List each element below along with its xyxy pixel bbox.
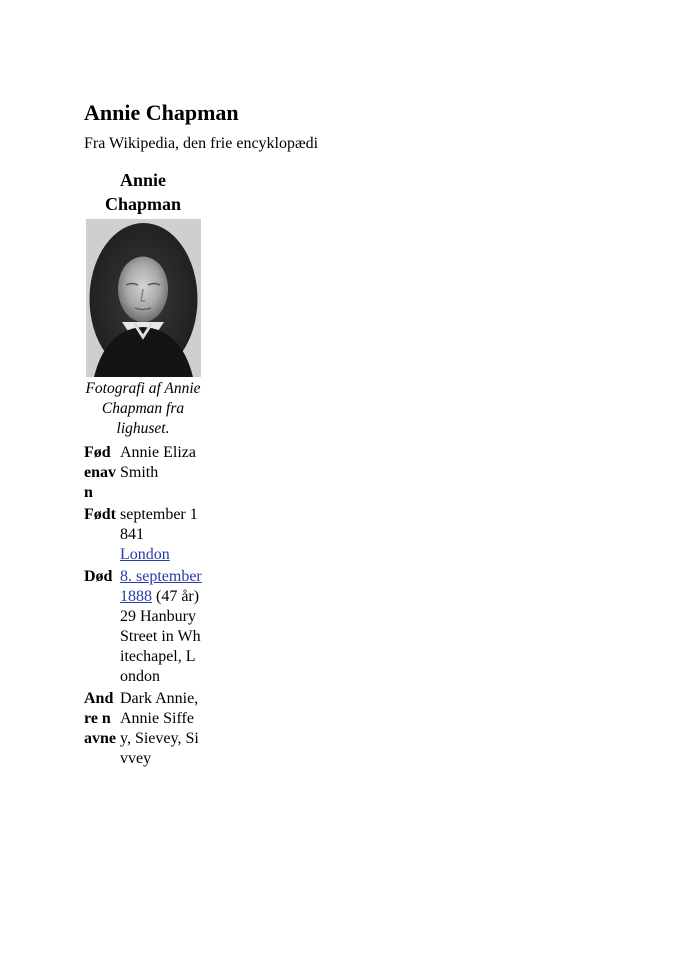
row-died [84, 565, 202, 687]
born-date: september 1841 [120, 506, 198, 543]
died-label: Død [84, 568, 113, 585]
died-place: 29 Hanbury Street in Whitechapel, London [120, 608, 201, 685]
born-name-label: Fødenavn [84, 444, 116, 501]
page-tagline: Fra Wikipedia, den frie encyklopædi [84, 135, 319, 152]
page-title: Annie Chapman [84, 100, 239, 125]
portrait-photo[interactable] [86, 219, 201, 377]
born-value [120, 503, 202, 565]
died-year-link[interactable]: 1888 [120, 588, 152, 605]
photo-caption: Fotografi af Annie Chapman fra lighuset. [85, 380, 201, 437]
born-label: Født [84, 506, 116, 523]
row-born [84, 503, 202, 565]
row-other-names [84, 687, 202, 769]
infobox-table [84, 443, 202, 769]
other-names-label: Andre navne [84, 690, 116, 747]
other-names-value: Dark Annie, Annie Siffey, Sievey, Sivvey [120, 690, 199, 767]
portrait-image [86, 219, 201, 377]
died-value [120, 565, 202, 687]
article [84, 98, 644, 769]
born-place-link[interactable]: London [120, 546, 170, 563]
row-born-name [84, 443, 202, 503]
infobox-title: Annie Chapman [104, 170, 182, 214]
born-name-value: Annie Eliza Smith [120, 444, 196, 481]
died-date-link[interactable]: 8. september [120, 568, 202, 585]
died-age: (47 år) [152, 588, 200, 605]
infobox [84, 168, 202, 769]
